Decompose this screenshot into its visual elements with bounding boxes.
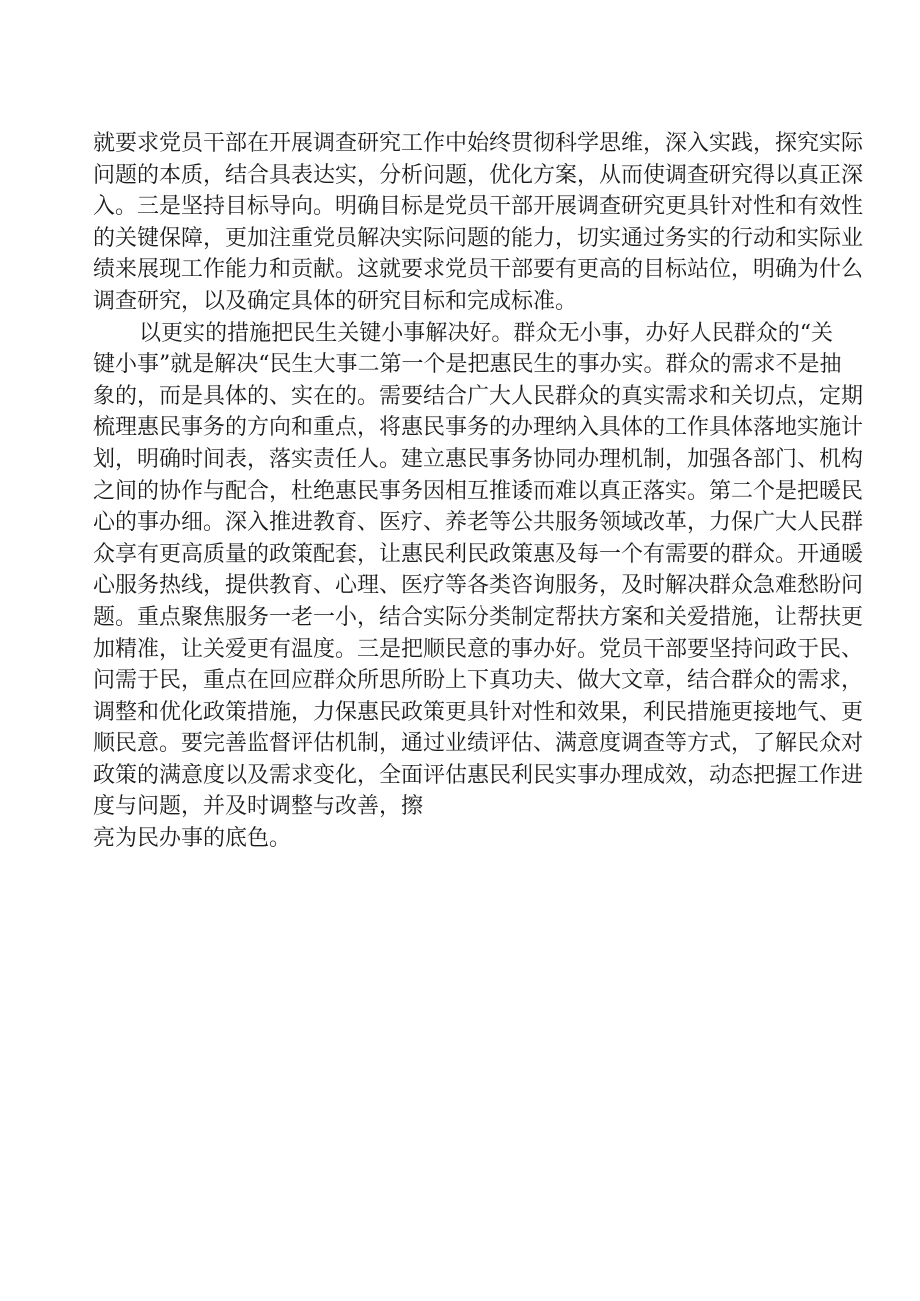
text-line: 调查研究，以及确定具体的研究目标和完成标准。 — [93, 288, 578, 314]
text-line: 就要求党员干部在开展调查研究工作中始终贯彻科学思维，深入实践，探究实际 — [93, 131, 864, 156]
text-line: 划，明确时间表，落实责任人。建立惠民事务协同办理机制，加强各部门、机构 — [93, 446, 864, 472]
text-line: 键小事”就是解决“民生大事二第一个是把惠民生的事办实。群众的需求不是抽 — [93, 352, 842, 378]
text-line: 调整和优化政策措施，力保惠民政策更具针对性和效果，利民措施更接地气、更 — [93, 699, 864, 725]
body-text — [93, 128, 864, 855]
text-line: 亮为民办事的底色。 — [93, 826, 292, 852]
text-line: 问需于民，重点在回应群众所思所盼上下真功夫、做大文章，结合群众的需求， — [93, 668, 864, 694]
text-line: 政策的满意度以及需求变化，全面评估惠民利民实事办理成效，动态把握工作进 — [93, 762, 864, 788]
text-line: 度与问题，并及时调整与改善，擦 — [93, 794, 424, 820]
text-line: 之间的协作与配合，杜绝惠民事务因相互推诿而难以真正落实。第二个是把暖民 — [93, 478, 864, 504]
text-line: 加精准，让关爱更有温度。三是把顺民意的事办好。党员干部要坚持问政于民、 — [93, 636, 864, 662]
text-line: 象的，而是具体的、实在的。需要结合广大人民群众的真实需求和关切点，定期 — [93, 383, 864, 409]
paragraph-start-line: 以更实的措施把民生关键小事解决好。群众无小事，办好人民群众的“关 — [139, 320, 833, 346]
text-line: 心服务热线，提供教育、心理、医疗等各类咨询服务，及时解决群众急难愁盼问 — [93, 573, 864, 599]
text-line: 问题的本质，结合具表达实，分析问题，优化方案，从而使调查研究得以真正深 — [93, 162, 864, 188]
text-line: 梳理惠民事务的方向和重点，将惠民事务的办理纳入具体的工作具体落地实施计 — [93, 415, 864, 441]
text-line: 顺民意。要完善监督评估机制，通过业绩评估、满意度调查等方式，了解民众对 — [93, 731, 864, 757]
text-line: 的关键保障，更加注重党员解决实际问题的能力，切实通过务实的行动和实际业 — [93, 225, 864, 251]
text-line: 入。三是坚持目标导向。明确目标是党员干部开展调查研究更具针对性和有效性 — [93, 194, 864, 220]
text-line: 题。重点聚焦服务一老一小，结合实际分类制定帮扶方案和关爱措施，让帮扶更 — [93, 604, 864, 630]
text-line: 心的事办细。深入推进教育、医疗、养老等公共服务领域改革，力保广大人民群 — [93, 510, 864, 536]
text-line: 众享有更高质量的政策配套，让惠民利民政策惠及每一个有需要的群众。开通暖 — [93, 541, 864, 567]
text-line: 绩来展现工作能力和贡献。这就要求党员干部要有更高的目标站位，明确为什么 — [93, 257, 864, 283]
